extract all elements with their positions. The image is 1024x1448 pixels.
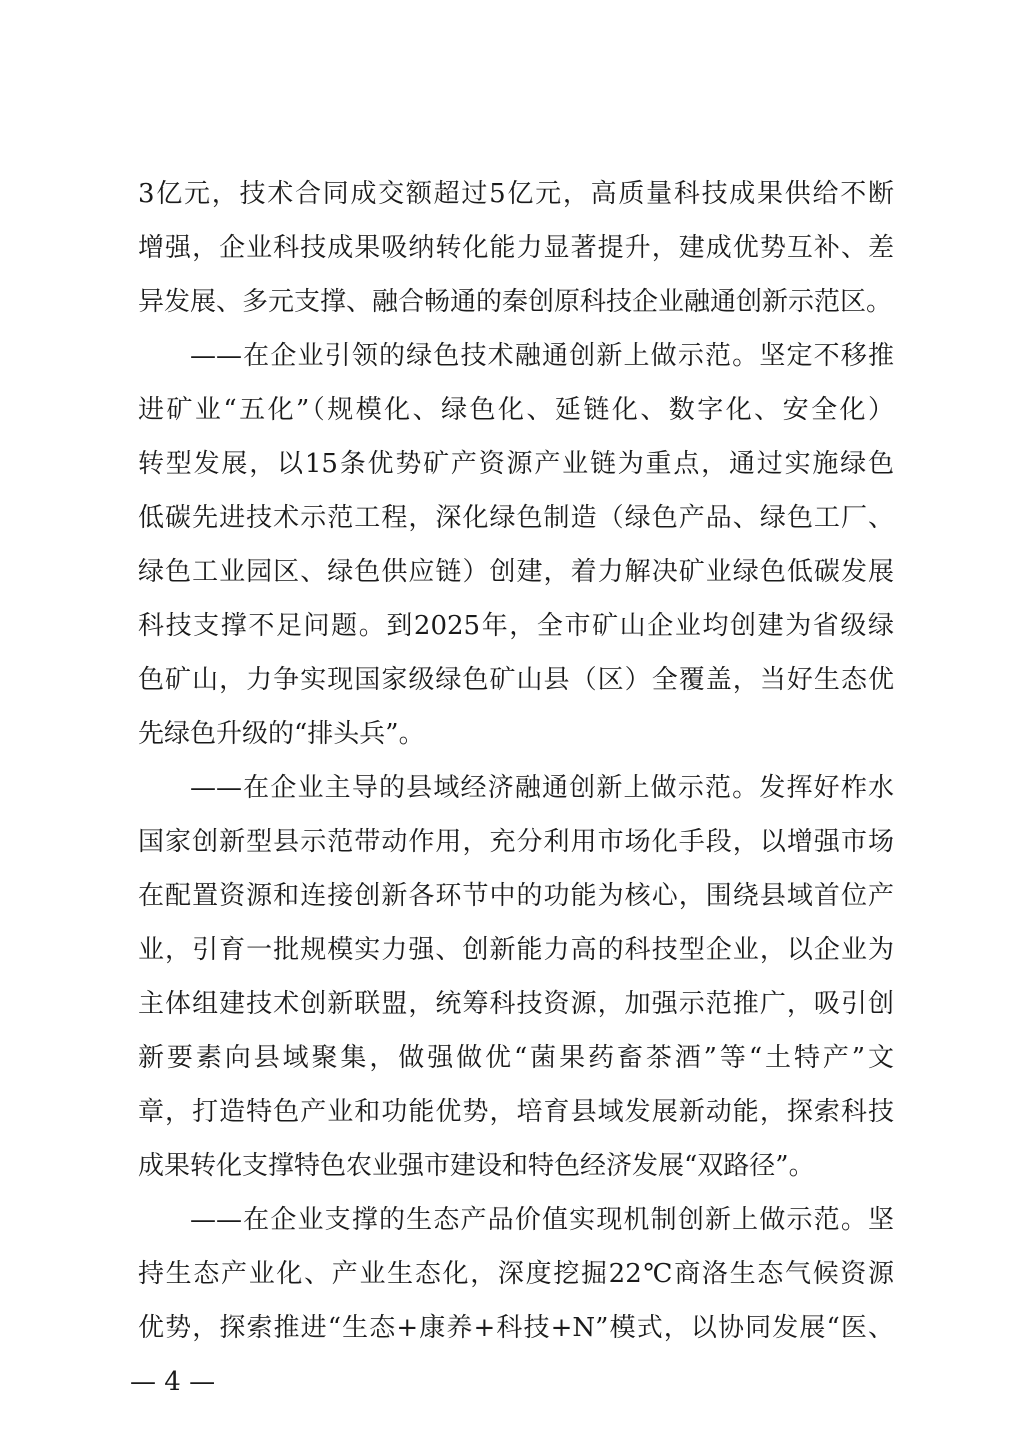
text-line: 色矿山，力争实现国家级绿色矿山县（区）全覆盖，当好生态优 — [138, 665, 894, 695]
text-line: ——在企业支撑的生态产品价值实现机制创新上做示范。坚 — [190, 1205, 894, 1235]
text-line: 异发展、多元支撑、融合畅通的秦创原科技企业融通创新示范区。 — [138, 287, 893, 317]
text-line: ——在企业引领的绿色技术融通创新上做示范。坚定不移推 — [190, 341, 894, 371]
text-line: 转型发展，以15条优势矿产资源产业链为重点，通过实施绿色 — [138, 449, 894, 479]
text-line: 低碳先进技术示范工程，深化绿色制造（绿色产品、绿色工厂、 — [138, 503, 894, 533]
text-line: 业，引育一批规模实力强、创新能力高的科技型企业，以企业为 — [138, 935, 894, 965]
text-line: 章，打造特色产业和功能优势，培育县域发展新动能，探索科技 — [138, 1097, 894, 1127]
text-line: ——在企业主导的县域经济融通创新上做示范。发挥好柞水 — [190, 773, 894, 803]
text-line: 3亿元，技术合同成交额超过5亿元，高质量科技成果供给不断 — [138, 179, 894, 209]
page-number: — 4 — — [130, 1367, 216, 1397]
text-line: 绿色工业园区、绿色供应链）创建，着力解决矿业绿色低碳发展 — [138, 557, 894, 587]
text-line: 国家创新型县示范带动作用，充分利用市场化手段，以增强市场 — [138, 827, 894, 857]
text-line: 优势，探索推进“生态+康养+科技+N”模式，以协同发展“医、 — [138, 1313, 894, 1343]
text-line: 增强，企业科技成果吸纳转化能力显著提升，建成优势互补、差 — [138, 233, 894, 263]
text-line: 在配置资源和连接创新各环节中的功能为核心，围绕县域首位产 — [138, 881, 894, 911]
text-line: 持生态产业化、产业生态化，深度挖掘22℃商洛生态气候资源 — [138, 1259, 894, 1289]
text-line: 进矿业“五化”（规模化、绿色化、延链化、数字化、安全化） — [138, 395, 894, 425]
text-line: 成果转化支撑特色农业强市建设和特色经济发展“双路径”。 — [138, 1151, 815, 1181]
text-line: 科技支撑不足问题。到2025年，全市矿山企业均创建为省级绿 — [138, 611, 894, 641]
text-line: 先绿色升级的“排头兵”。 — [138, 719, 425, 749]
text-line: 新要素向县域聚集，做强做优“菌果药畜茶酒”等“土特产”文 — [138, 1043, 894, 1073]
text-line: 主体组建技术创新联盟，统筹科技资源，加强示范推广，吸引创 — [138, 989, 894, 1019]
